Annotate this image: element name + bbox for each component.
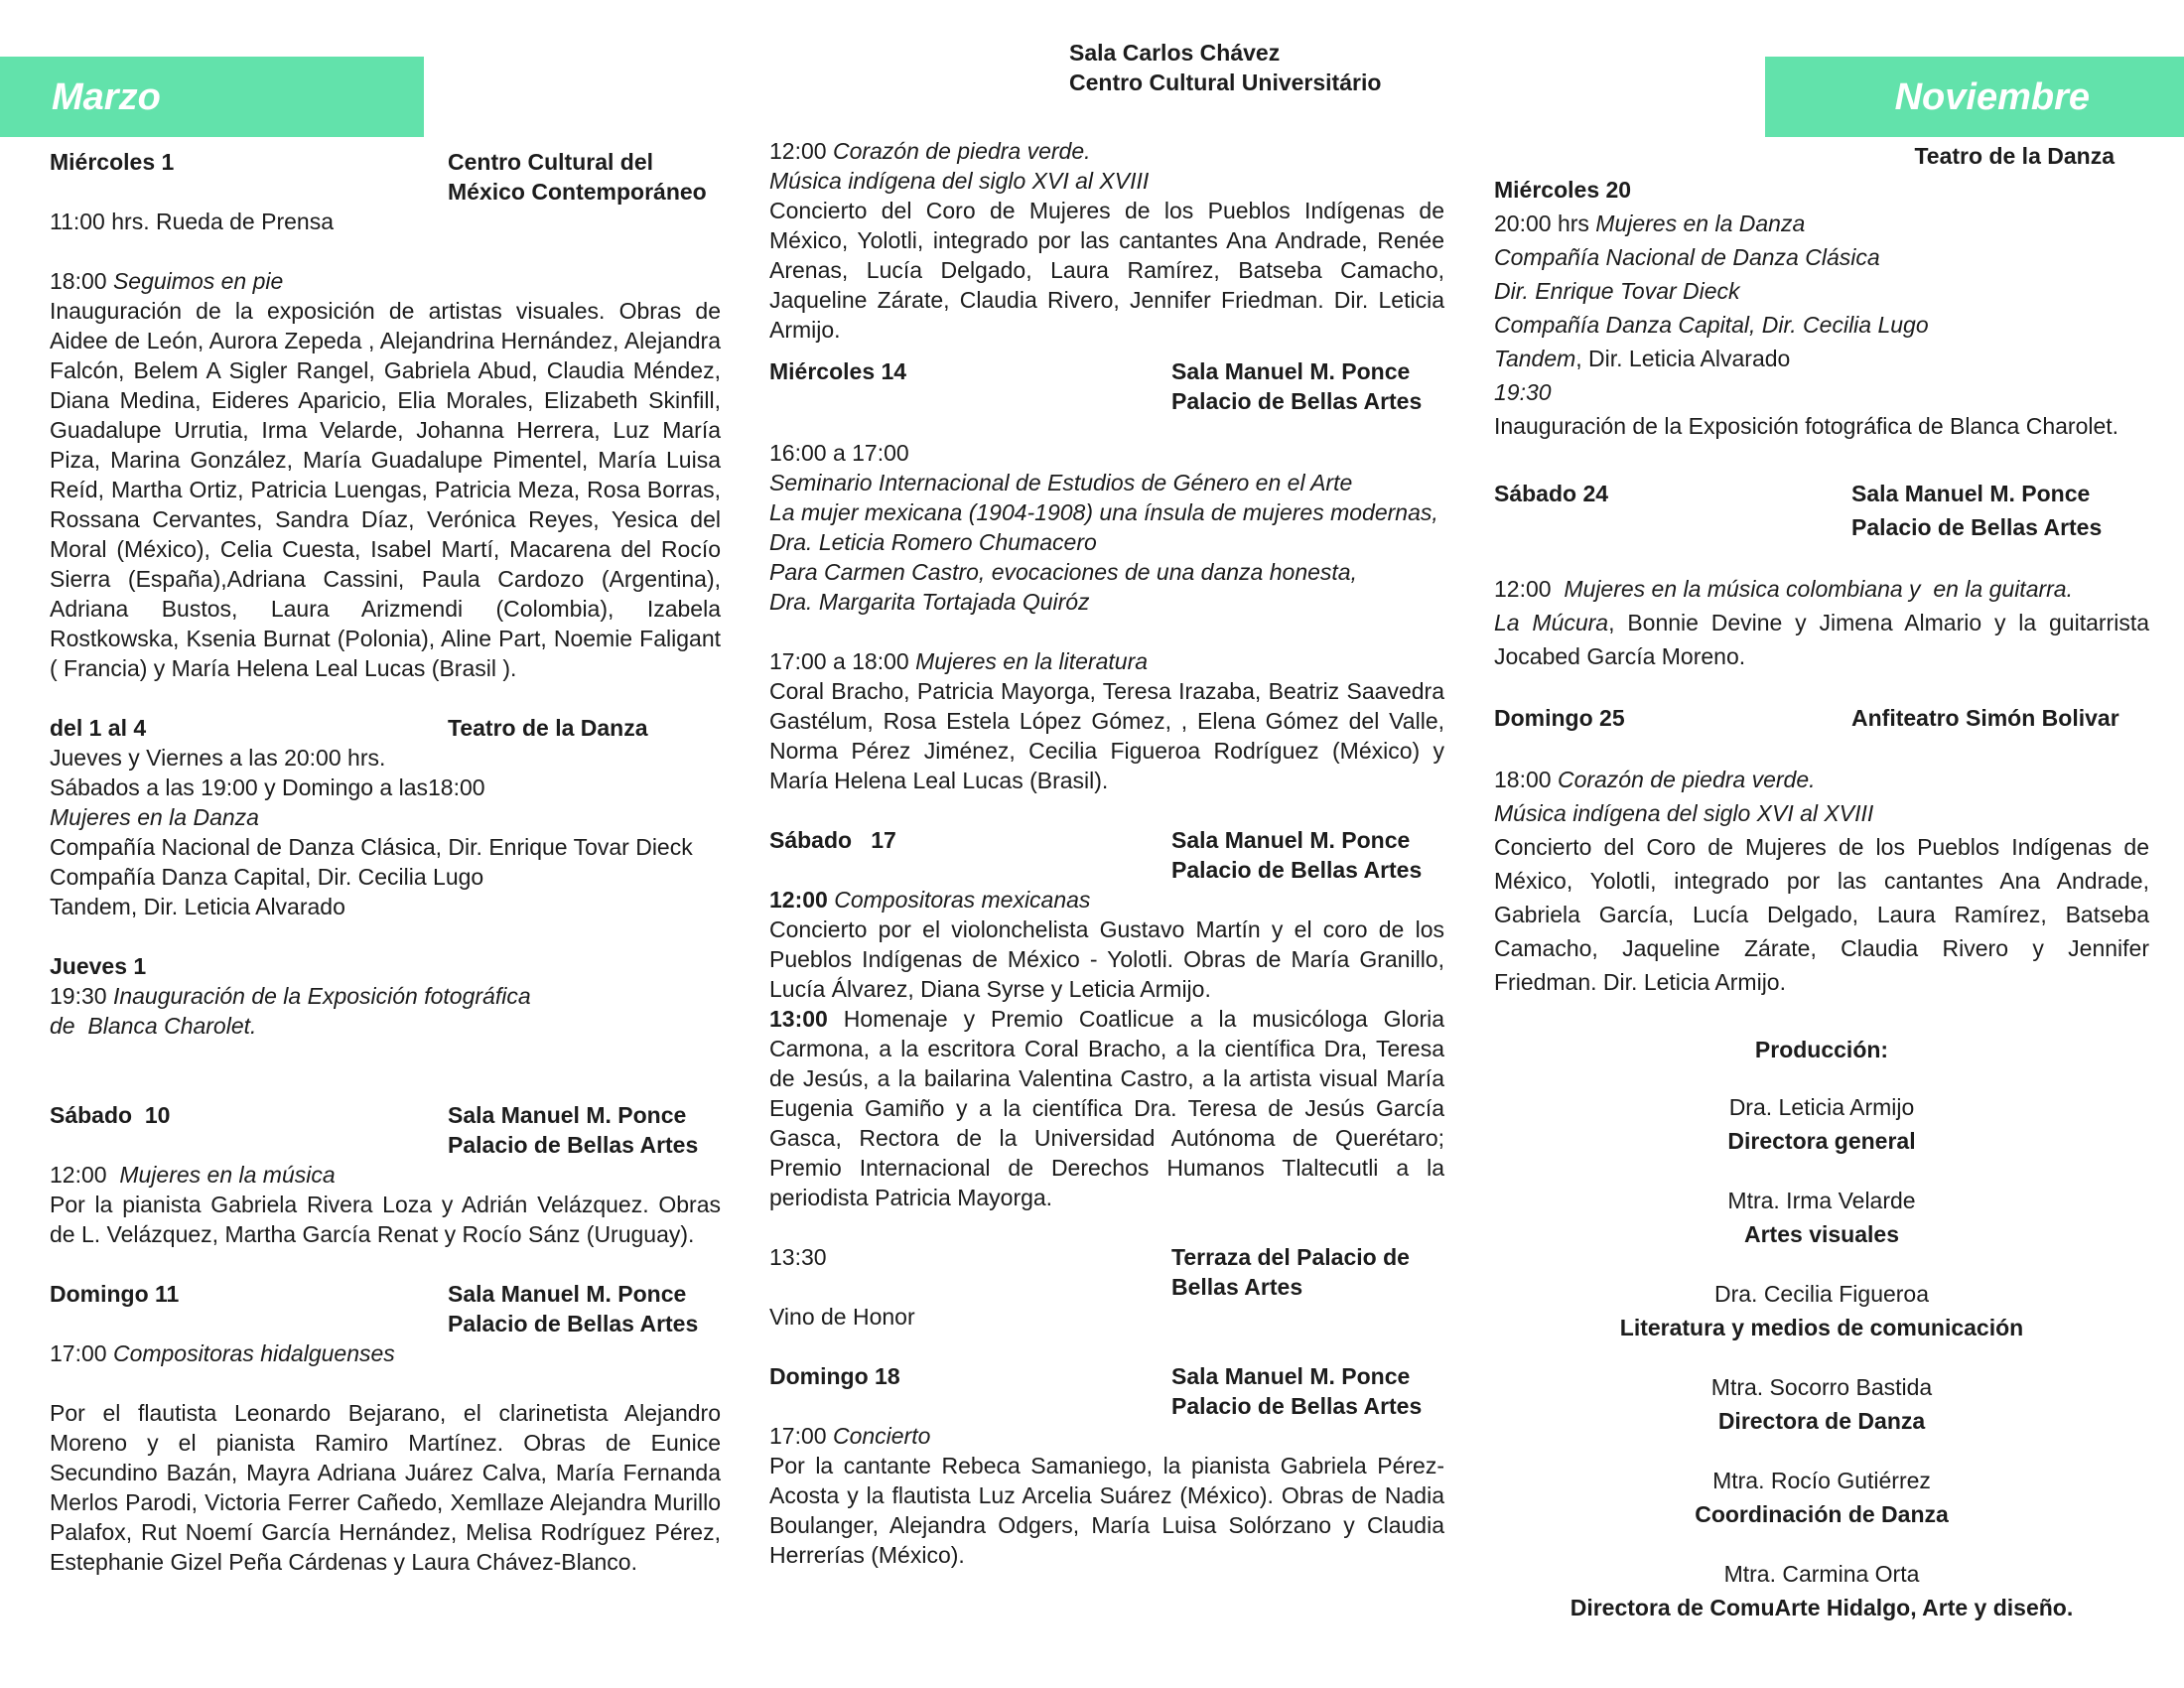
event-line [1494,240,2149,274]
event-heading-row [1494,477,2149,544]
event-paragraph [769,196,1444,345]
venue-line: Sala Manuel M. Ponce [1171,1363,1411,1389]
text-segment: Música indígena del siglo XVI al XVIII [769,168,1150,194]
venue-line: Palacio de Bellas Artes [1851,514,2103,540]
text-segment: Inauguración de la Exposición fotográfica [112,983,531,1009]
text-segment: Música indígena del siglo XVI al XVIII [1494,800,1874,826]
event-line [769,646,1444,676]
event-venue [1171,356,1444,416]
text-segment: La Múcura [1494,610,1609,635]
event-line [50,773,721,802]
event-day-heading: Sábado 24 [1494,481,1609,506]
text-segment: Seminario Internacional de Estudios de Género en el Arte [769,470,1353,495]
text-segment: 12:00 [50,1162,120,1188]
event-heading-row [769,825,1444,885]
event-line [769,136,1444,166]
credit-role: Coordinación de Danza [1695,1501,1949,1527]
text-segment: Coral Bracho, Patricia Mayorga, Teresa Irazaba, Beatriz Saavedra Gastélum, Rosa Estela López Gómez, , Elena Gómez del Valle, Norma Pérez Jiménez, Cecilia Figueroa Rodríguez (México) y María Helena Leal Lucas (Brasil). [769,678,1444,793]
venue-line: Palacio de Bellas Artes [1171,857,1423,883]
november-banner-label: Noviembre [1894,75,2090,118]
text-segment: Mujeres en la Danza [50,804,259,830]
text-segment: Tandem, Dir. Leticia Alvarado [50,894,345,919]
text-segment: La mujer mexicana (1904-1908) una ínsula de mujeres modernas, [769,499,1438,525]
text-segment: 17:00 [769,1423,833,1449]
november-column [1494,139,2149,1624]
event-line [769,166,1444,196]
time-venue-row [769,1242,1444,1300]
section-title: Producción: [1754,1037,1889,1062]
event-venue [448,1100,721,1160]
text-segment: 13:00 [769,1006,844,1032]
text-segment: Seguimos en pie [112,268,284,294]
text-segment: Por la cantante Rebeca Samaniego, la pianista Gabriela Pérez-Acosta y la flautista Luz Arcelia Suárez (México). Obras de Nadia Boulanger, Alejandra Odgers, María Luisa Solórzano y Claudia Herrerías (México). [769,1453,1444,1568]
venue-line: Palacio de Bellas Artes [448,1132,699,1158]
text-segment: Mujeres en la música colombiana y en la guitarra. [1564,576,2073,602]
event-heading-row [50,1100,721,1160]
text-segment: Corazón de piedra verde. [832,138,1091,164]
event-venue [448,1279,721,1338]
venue-line: Sala Manuel M. Ponce [448,1281,687,1307]
event-line [50,981,721,1011]
text-segment: 19:30 [1494,379,1552,405]
event-line [50,951,721,981]
text-segment: 19:30 [50,983,113,1009]
text-segment: de Blanca Charolet. [50,1013,257,1039]
text-segment: Sábados a las 19:00 y Domingo a las18:00 [50,774,485,800]
event-day-heading: Domingo 25 [1494,705,1625,731]
event-line [1494,207,2149,240]
event-line [769,557,1444,587]
center-header [1069,38,1381,97]
event-venue [1171,1242,1444,1302]
text-segment: Miércoles 20 [1494,177,1632,203]
event-line [50,1338,721,1368]
event-line [1494,274,2149,308]
event-paragraph [50,296,721,683]
text-segment: 17:00 a 18:00 [769,648,916,674]
event-line [1494,572,2149,606]
event-line [50,207,721,236]
text-segment: Concierto del Coro de Mujeres de los Pueblos Indígenas de México, Yolotli, integrado por las cantantes Ana Andrade, Renée Arenas, Lucía Delgado, Laura Ramírez, Batseba Camacho, Jaqueline Zárate, Claudia Rivero, Jennifer Friedman. Dir. Leticia Armijo. [769,198,1444,343]
event-paragraph [50,1398,721,1577]
text-segment: Jueves 1 [50,953,147,979]
text-segment: 18:00 [50,268,113,294]
event-line [50,266,721,296]
event-line [769,438,1444,468]
credit-name: Mtra. Irma Velarde [1727,1188,1916,1213]
venue-line: Palacio de Bellas Artes [1171,388,1423,414]
credit-name: Mtra. Socorro Bastida [1710,1374,1933,1400]
text-segment: Dra. Margarita Tortajada Quiróz [769,589,1090,615]
text-segment: Corazón de piedra verde. [1557,767,1816,792]
event-line [50,1011,721,1041]
credit-role: Artes visuales [1744,1221,1899,1247]
text-segment: Jueves y Viernes a las 20:00 hrs. [50,745,386,771]
text-segment: Dir. Enrique Tovar Dieck [1494,278,1740,304]
event-paragraph [1494,409,2149,443]
event-venue [1851,701,2149,735]
event-heading-row [769,1361,1444,1421]
text-segment: Mujeres en la Danza [1595,211,1806,236]
event-day-heading: Sábado 10 [50,1102,171,1128]
credit-role: Directora general [1727,1128,1916,1154]
credit-role: Directora de ComuArte Hidalgo, Arte y diseño. [1570,1595,2074,1620]
event-day-heading: del 1 al 4 [50,715,147,741]
text-segment: 12:00 [769,138,833,164]
text-segment: 12:00 [769,887,835,913]
text-segment: Tandem [1494,346,1576,371]
event-venue [1171,825,1444,885]
center-header-line2: Centro Cultural Universitário [1069,70,1382,95]
text-segment: Compañía Danza Capital, Dir. Cecilia Lugo [50,864,484,890]
credit-role: Literatura y medios de comunicación [1619,1315,2024,1340]
event-paragraph [769,676,1444,795]
march-column-center [769,136,1444,1570]
event-line [769,468,1444,497]
text-segment: 20:00 hrs [1494,211,1596,236]
text-segment: Compañía Danza Capital, Dir. Cecilia Lugo [1494,312,1929,338]
credit-role: Directora de Danza [1717,1408,1926,1434]
event-venue [1171,1361,1444,1421]
event-line [50,892,721,921]
text-segment: Compositoras mexicanas [834,887,1091,913]
text-segment: 16:00 a 17:00 [769,440,909,466]
event-line [1494,763,2149,796]
venue-line: Teatro de la Danza [448,715,648,741]
venue-standalone: Teatro de la Danza [1914,143,2115,169]
credit-name: Dra. Cecilia Figueroa [1713,1281,1930,1307]
credit-name: Mtra. Rocío Gutiérrez [1712,1468,1931,1493]
event-line [50,832,721,862]
text-segment: , Bonnie Devine y Jimena Almario y la guitarrista Jocabed García Moreno. [1494,610,2149,669]
event-time: 13:30 [769,1244,827,1270]
event-line [769,885,1444,914]
text-segment: Dra. Leticia Romero Chumacero [769,529,1097,555]
text-segment: 17:00 [50,1340,113,1366]
credit-entry [1494,1184,2149,1251]
text-segment: Concierto [832,1423,931,1449]
venue-line: Sala Manuel M. Ponce [1171,827,1411,853]
event-line [50,1160,721,1190]
event-line [769,587,1444,617]
event-day-heading: Sábado 17 [769,827,896,853]
event-line [50,802,721,832]
venue-line: Centro Cultural del [448,149,654,175]
credit-name: Mtra. Carmina Orta [1723,1561,1920,1587]
event-paragraph [769,914,1444,1004]
event-paragraph [50,1190,721,1249]
event-line [769,497,1444,527]
event-paragraph [1494,606,2149,673]
event-line [769,1421,1444,1451]
event-line [50,862,721,892]
event-day-heading: Domingo 18 [769,1363,900,1389]
text-segment: Para Carmen Castro, evocaciones de una danza honesta, [769,559,1357,585]
event-line [769,527,1444,557]
venue-line: Palacio de Bellas Artes [448,1311,699,1336]
text-segment: Vino de Honor [769,1304,915,1330]
text-segment: Por la pianista Gabriela Rivera Loza y Adrián Velázquez. Obras de L. Velázquez, Martha García Renat y Rocío Sánz (Uruguay). [50,1192,721,1247]
credit-name: Dra. Leticia Armijo [1728,1094,1915,1120]
center-header-line1: Sala Carlos Chávez [1069,40,1281,66]
text-segment: Inauguración de la Exposición fotográfica de Blanca Charolet. [1494,413,2119,439]
credit-entry [1494,1557,2149,1624]
event-day-heading: Domingo 11 [50,1281,180,1307]
event-heading-row [769,356,1444,416]
text-segment: Homenaje y Premio Coatlicue a la musicóloga Gloria Carmona, a la escritora Coral Bracho, a la científica Dra, Teresa de Jesús, a la bailarina Valentina Castro, a la artista visual María Eugenia Gamiño y a la científica Dra. Teresa de Jesús García Gasca, Rectora de la Universidad Autónoma de Querétaro; Premio Internacional de Derechos Humanos Tlaltecutli a la periodista Patricia Mayorga. [769,1006,1445,1210]
text-segment: 18:00 [1494,767,1558,792]
march-banner [0,57,424,137]
text-segment: Concierto por el violonchelista Gustavo Martín y el coro de los Pueblos Indígenas de México - Yolotli. Obras de María Granillo, Lucía Álvarez, Diana Syrse y Leticia Armijo. [769,916,1444,1002]
text-segment: Compañía Nacional de Danza Clásica, Dir. Enrique Tovar Dieck [50,834,693,860]
event-heading-row [50,147,721,207]
event-line [1494,375,2149,409]
event-line [50,743,721,773]
event-venue [448,147,721,207]
event-venue [448,713,721,743]
text-segment: Inauguración de la exposición de artistas visuales. Obras de Aidee de León, Aurora Zepeda , Alejandrina Hernández, Alejandra Falcón, Belem A Sigler Rangel, Gabriela Abud, Claudia Méndez, Diana Medina, Eideres Aparicio, Elia Morales, Elizabeth Skinfill, Guadalupe Urrutia, Irma Velarde, Johanna Herrera, Luz María Piza, Marina González, María Guadalupe Pimentel, María Luisa Reíd, Martha Ortiz, Patricia Luengas, Patricia Meza, Rosa Borras, Rossana Cervantes, Sandra Díaz, Verónica Reyes, Yesica del Moral (México), Celia Cuesta, Isabel Martí, Macarena del Rocío Sierra (España),Adriana Cassini, Paula Cardozo (Argentina), Adriana Bustos, Laura Arizmendi (Colombia), Izabela Rostkowska, Ksenia Burnat (Polonia), Aline Part, Noemie Faligant ( Francia) y María Helena Leal Lucas (Brasil ). [50,298,721,681]
event-paragraph [769,1451,1444,1570]
venue-line: Anfiteatro Simón Bolivar [1851,705,2119,731]
credit-entry [1494,1464,2149,1531]
event-heading-row [50,713,721,743]
march-column-left [50,147,721,1577]
venue-line: Sala Manuel M. Ponce [448,1102,687,1128]
event-heading-row [1494,701,2149,735]
text-segment: Mujeres en la música [119,1162,336,1188]
event-paragraph [1494,830,2149,999]
event-line [1494,342,2149,375]
event-heading-row [50,1279,721,1338]
text-segment: Por el flautista Leonardo Bejarano, el clarinetista Alejandro Moreno y el pianista Ramiro Martínez. Obras de Eunice Secundino Bazán, Mayra Adriana Juárez Calva, María Fernanda Merlos Parodi, Victoria Ferrer Cañedo, Xemllaze Alejandra Murillo Palafox, Rut Noemí García Hernández, Melisa Rodríguez Pérez, Estephanie Gizel Peña Cárdenas y Laura Chávez-Blanco. [50,1400,721,1575]
text-segment: Concierto del Coro de Mujeres de los Pueblos Indígenas de México, Yolotli, integrado por las cantantes Ana Andrade, Gabriela García, Lucía Delgado, Laura Ramírez, Batseba Camacho, Jaqueline Zárate, Claudia Rivero y Jennifer Friedman. Dir. Leticia Armijo. [1494,834,2149,995]
event-day-heading: Miércoles 1 [50,149,175,175]
event-day-heading: Miércoles 14 [769,358,907,384]
event-paragraph [769,1004,1444,1212]
event-venue [1851,477,2149,544]
text-segment: Compañía Nacional de Danza Clásica [1494,244,1880,270]
text-segment: Mujeres en la literatura [915,648,1149,674]
venue-line: Sala Manuel M. Ponce [1851,481,2091,506]
november-banner [1765,57,2184,137]
text-segment: 11:00 hrs. Rueda de Prensa [50,209,334,234]
event-line [769,1302,1444,1332]
text-segment: Compositoras hidalguenses [112,1340,395,1366]
credit-entry [1494,1277,2149,1344]
event-line [1494,173,2149,207]
text-segment: , Dir. Leticia Alvarado [1575,346,1791,371]
venue-line: Terraza del Palacio de Bellas Artes [1171,1244,1410,1300]
march-banner-label: Marzo [52,75,161,118]
text-segment: 12:00 [1494,576,1565,602]
credit-entry [1494,1090,2149,1158]
venue-line: Sala Manuel M. Ponce [1171,358,1411,384]
venue-line: Palacio de Bellas Artes [1171,1393,1423,1419]
event-line [1494,308,2149,342]
venue-line: México Contemporáneo [448,179,707,205]
credit-entry [1494,1370,2149,1438]
event-line [1494,796,2149,830]
